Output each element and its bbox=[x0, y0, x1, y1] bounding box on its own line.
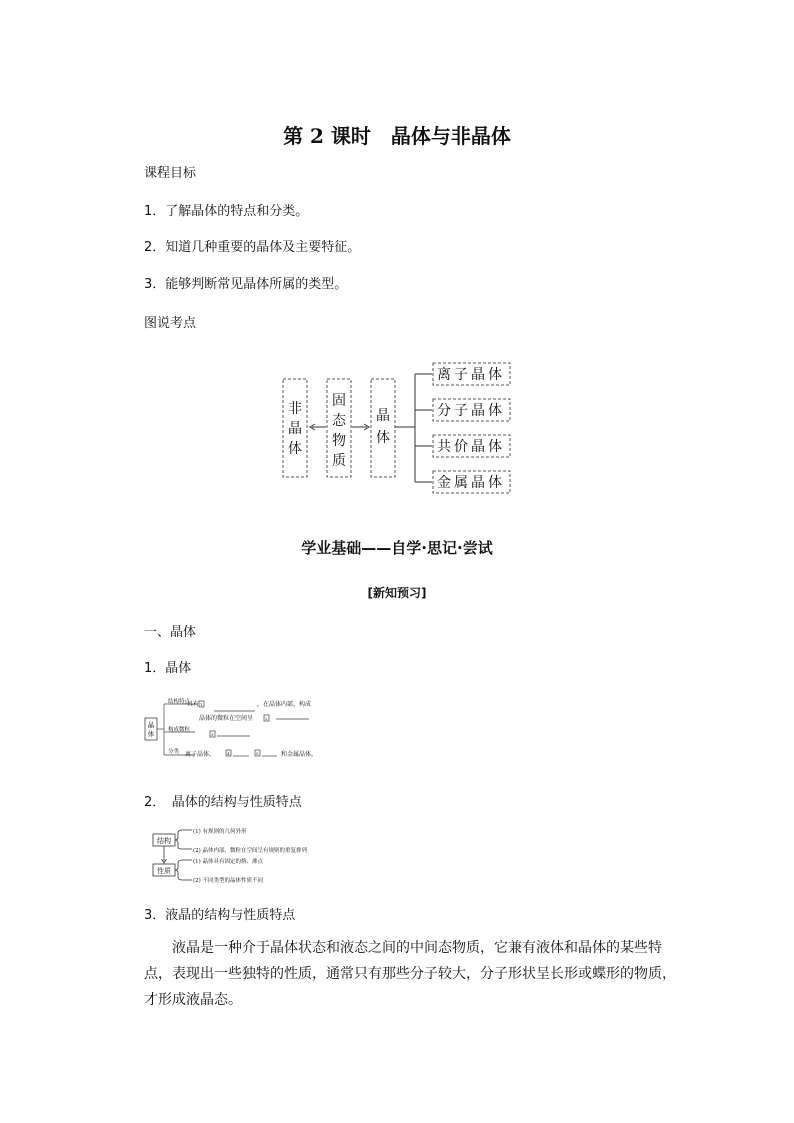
item-heading: 3．液晶的结构与性质特点 bbox=[144, 908, 296, 923]
cm-center-char: 态 bbox=[332, 413, 346, 429]
cm-center-char: 质 bbox=[332, 453, 346, 469]
crystal-diagram bbox=[140, 694, 340, 764]
section-title: 学业基础——自学·思记·尝试 bbox=[301, 539, 493, 557]
paragraph: 液晶是一种介于晶体状态和液态之间的中间态物质，它兼有液体和晶体的某些特点，表现出一些独特的性质，通常只有那些分子较大，分子形状呈长形或蝶形的物质，才形成液晶态。 bbox=[144, 940, 676, 1008]
cm-type: 共价晶体 bbox=[437, 439, 505, 455]
d1-blank-num: 4 bbox=[227, 751, 230, 756]
part-heading: 一、晶体 bbox=[144, 625, 197, 640]
item-heading: 1．晶体 bbox=[144, 661, 192, 676]
page-title: 第 2 课时 晶体与非晶体 bbox=[283, 124, 511, 148]
d2-text: (2) 晶体内部，微粒在空间呈有规则的重复排列 bbox=[193, 848, 308, 854]
cm-type: 离子晶体 bbox=[437, 367, 505, 383]
d1-blank-num: 5 bbox=[256, 751, 259, 756]
cm-left-char: 体 bbox=[288, 441, 302, 457]
d2-text: (1) 晶体具有固定的熔、沸点 bbox=[193, 859, 264, 865]
d1-blank-num: 1 bbox=[200, 702, 203, 707]
concept-heading: 图说考点 bbox=[144, 316, 197, 331]
subsection-title: [新知预习] bbox=[367, 586, 427, 600]
concept-map bbox=[270, 355, 520, 495]
d2-box-label: 结构 bbox=[157, 837, 171, 845]
d1-branch-label: 分类 bbox=[168, 749, 180, 755]
d1-text: ，在晶体内部，构成 bbox=[257, 701, 312, 708]
structure-property-diagram bbox=[148, 825, 388, 889]
d1-text: 离子晶体、 bbox=[185, 751, 216, 758]
d2-text: (2) 不同类型的晶体性质不同 bbox=[193, 878, 264, 884]
cm-center-char: 物 bbox=[332, 433, 346, 449]
cm-type: 金属晶体 bbox=[437, 475, 505, 491]
item-heading: 2． 晶体的结构与性质特点 bbox=[144, 795, 302, 810]
d1-root-char: 体 bbox=[147, 730, 155, 738]
objective-item: 3．能够判断常见晶体所属的类型。 bbox=[144, 277, 348, 292]
d1-text: 晶体的微粒在空间呈 bbox=[199, 715, 254, 722]
d1-branch-label: 构成微粒 bbox=[168, 727, 191, 733]
objective-item: 1．了解晶体的特点和分类。 bbox=[144, 204, 309, 219]
cm-left-char: 非 bbox=[288, 401, 302, 417]
d1-blank-num: 2 bbox=[265, 716, 268, 721]
d1-text: 具有 bbox=[187, 701, 200, 708]
d2-text: (1) 有规则的几何外形 bbox=[193, 829, 247, 835]
d1-blank-num: 3 bbox=[211, 732, 214, 737]
d1-root-char: 晶 bbox=[147, 721, 155, 729]
objective-item: 2．知道几种重要的晶体及主要特征。 bbox=[144, 240, 361, 255]
cm-type: 分子晶体 bbox=[437, 403, 505, 419]
d1-text: 和金属晶体。 bbox=[281, 751, 318, 758]
objectives-heading: 课程目标 bbox=[144, 166, 197, 181]
d2-box-label: 性质 bbox=[157, 867, 171, 875]
d1-branch-label: 结构特点 bbox=[168, 699, 191, 705]
cm-center-char: 固 bbox=[332, 393, 346, 409]
cm-right-char: 体 bbox=[376, 430, 390, 446]
cm-left-char: 晶 bbox=[288, 421, 302, 437]
cm-right-char: 晶 bbox=[376, 408, 390, 424]
